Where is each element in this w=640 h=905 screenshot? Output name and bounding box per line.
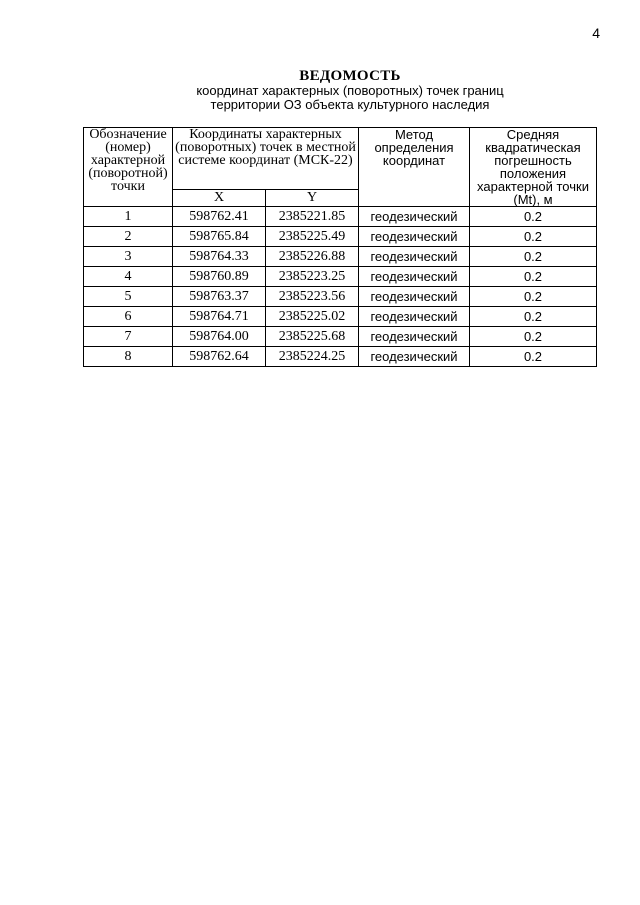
header-x: X	[173, 189, 266, 206]
cell-error: 0.2	[470, 227, 597, 247]
cell-y: 2385225.49	[266, 227, 359, 247]
cell-point: 3	[84, 247, 173, 267]
cell-error: 0.2	[470, 287, 597, 307]
cell-point: 4	[84, 267, 173, 287]
table-row	[84, 287, 597, 307]
table-row	[84, 327, 597, 347]
cell-error: 0.2	[470, 247, 597, 267]
cell-x: 598762.64	[173, 347, 266, 367]
cell-point: 6	[84, 307, 173, 327]
table-row	[84, 227, 597, 247]
cell-error: 0.2	[470, 267, 597, 287]
cell-y: 2385223.25	[266, 267, 359, 287]
cell-method: геодезический	[359, 247, 470, 267]
cell-error: 0.2	[470, 207, 597, 227]
cell-point: 1	[84, 207, 173, 227]
coordinates-table	[83, 127, 597, 367]
cell-point: 2	[84, 227, 173, 247]
header-mean-square-error: Средняя квадратическая погрешность положения характерной точки (Mt), м	[470, 128, 597, 207]
cell-y: 2385226.88	[266, 247, 359, 267]
cell-x: 598762.41	[173, 207, 266, 227]
cell-method: геодезический	[359, 327, 470, 347]
cell-method: геодезический	[359, 207, 470, 227]
cell-y: 2385223.56	[266, 287, 359, 307]
table-row	[84, 347, 597, 367]
cell-method: геодезический	[359, 347, 470, 367]
cell-x: 598760.89	[173, 267, 266, 287]
cell-method: геодезический	[359, 307, 470, 327]
cell-method: геодезический	[359, 287, 470, 307]
cell-error: 0.2	[470, 327, 597, 347]
table-row	[84, 307, 597, 327]
document-heading	[120, 68, 580, 112]
cell-x: 598764.00	[173, 327, 266, 347]
document-subtitle-line-2: территории ОЗ объекта культурного наследия	[210, 97, 490, 112]
cell-x: 598765.84	[173, 227, 266, 247]
header-point-designation: Обозначение (номер) характерной (поворотной) точки	[84, 128, 173, 207]
cell-error: 0.2	[470, 347, 597, 367]
cell-x: 598763.37	[173, 287, 266, 307]
table-row	[84, 247, 597, 267]
cell-x: 598764.33	[173, 247, 266, 267]
cell-point: 5	[84, 287, 173, 307]
header-method: Метод определения координат	[359, 128, 470, 207]
cell-method: геодезический	[359, 227, 470, 247]
table-header-row	[84, 128, 597, 190]
cell-y: 2385224.25	[266, 347, 359, 367]
page-number: 4	[592, 25, 600, 41]
table-row	[84, 267, 597, 287]
header-y: Y	[266, 189, 359, 206]
cell-method: геодезический	[359, 267, 470, 287]
cell-y: 2385221.85	[266, 207, 359, 227]
document-subtitle-line-1: координат характерных (поворотных) точек границ	[196, 83, 504, 98]
cell-error: 0.2	[470, 307, 597, 327]
header-coordinates: Координаты характерных (поворотных) точек в местной системе координат (МСК-22)	[173, 128, 359, 190]
document-title: ВЕДОМОСТЬ	[299, 68, 401, 84]
cell-y: 2385225.68	[266, 327, 359, 347]
cell-point: 8	[84, 347, 173, 367]
cell-x: 598764.71	[173, 307, 266, 327]
cell-point: 7	[84, 327, 173, 347]
cell-y: 2385225.02	[266, 307, 359, 327]
table-row	[84, 207, 597, 227]
